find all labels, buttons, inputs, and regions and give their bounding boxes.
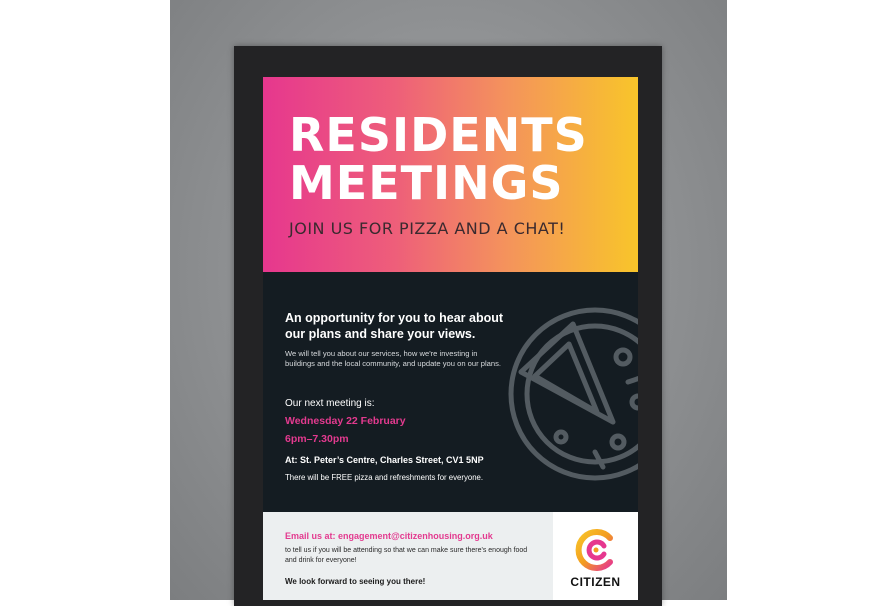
logo-text: CITIZEN: [570, 575, 621, 589]
meeting-date: Wednesday 22 February: [285, 415, 406, 427]
email-line: Email us at: engagement@citizenhousing.org.uk: [285, 531, 493, 541]
next-meeting-label: Our next meeting is:: [285, 398, 375, 409]
meeting-venue: At: St. Peter’s Centre, Charles Street, CV1 5NP: [285, 455, 484, 465]
title-line-1: RESIDENTS: [289, 108, 588, 162]
lead-line-2: our plans and share your views.: [285, 327, 476, 341]
title-line-2: MEETINGS: [289, 156, 564, 210]
meeting-time: 6pm–7.30pm: [285, 433, 349, 445]
lead-text: [285, 310, 525, 342]
citizen-logo-icon: [574, 528, 618, 572]
poster-header: [263, 77, 638, 272]
poster-title: [289, 108, 588, 210]
lead-line-1: An opportunity for you to hear about: [285, 311, 504, 325]
poster: [263, 77, 638, 600]
poster-subtitle: JOIN US FOR PIZZA AND A CHAT!: [289, 219, 566, 238]
closing-text: We look forward to seeing you there!: [285, 577, 426, 586]
body-text: We will tell you about our services, how we're investing in buildings and the local community, and update you on our plans.: [285, 349, 501, 368]
info-panel: [263, 272, 638, 512]
free-pizza-note: There will be FREE pizza and refreshments for everyone.: [285, 473, 484, 482]
logo-panel: [553, 512, 638, 600]
email-detail: to tell us if you will be attending so that we can make sure there's enough food and drink for everyone!: [285, 547, 528, 564]
poster-footer: [263, 512, 638, 600]
